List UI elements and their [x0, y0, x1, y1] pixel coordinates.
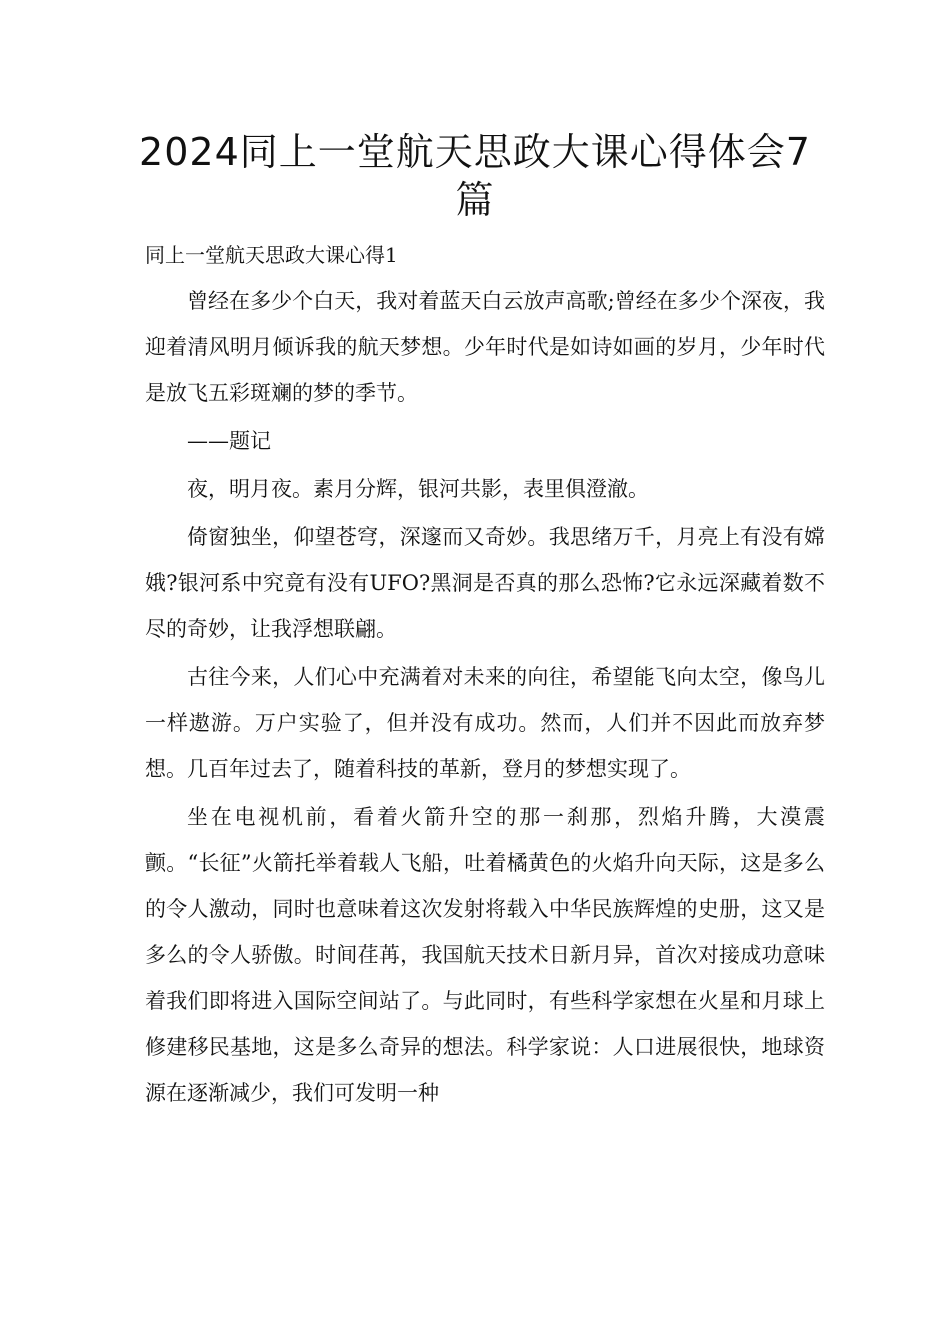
- document-body: [145, 238, 825, 1118]
- paragraph-3: 夜，明月夜。素月分辉，银河共影，表里俱澄澈。: [187, 477, 649, 501]
- paragraph-4: 倚窗独坐，仰望苍穹，深邃而又奇妙。我思绪万千，月亮上有没有嫦娥?银河系中究竟有没有UFO?黑洞是否真的那么恐怖?它永远深藏着数不尽的奇妙，让我浮想联翩。: [145, 525, 825, 641]
- section-heading: 同上一堂航天思政大课心得1: [145, 243, 398, 267]
- document-title: 2024同上一堂航天思政大课心得体会7篇: [139, 130, 811, 222]
- paragraph-5: 古往今来，人们心中充满着对未来的向往，希望能飞向太空，像鸟儿一样遨游。万户实验了，但并没有成功。然而，人们并不因此而放弃梦想。几百年过去了，随着科技的革新，登月的梦想实现了。: [145, 665, 825, 781]
- paragraph-epigraph: ——题记: [187, 429, 271, 453]
- paragraph-6: 坐在电视机前，看着火箭升空的那一刹那，烈焰升腾，大漠震颤。“长征”火箭托举着载人飞船，吐着橘黄色的火焰升向天际，这是多么的令人激动，同时也意味着这次发射将载入中华民族辉煌的史册，这又是多么的令人骄傲。时间荏苒，我国航天技术日新月异，首次对接成功意味着我们即将进入国际空间站了。与此同时，有些科学家想在火星和月球上修建移民基地，这是多么奇异的想法。科学家说：人口进展很快，地球资源在逐渐减少，我们可发明一种: [145, 805, 825, 1105]
- paragraph-1: 曾经在多少个白天，我对着蓝天白云放声高歌;曾经在多少个深夜，我迎着清风明月倾诉我的航天梦想。少年时代是如诗如画的岁月，少年时代是放飞五彩斑斓的梦的季节。: [145, 289, 825, 405]
